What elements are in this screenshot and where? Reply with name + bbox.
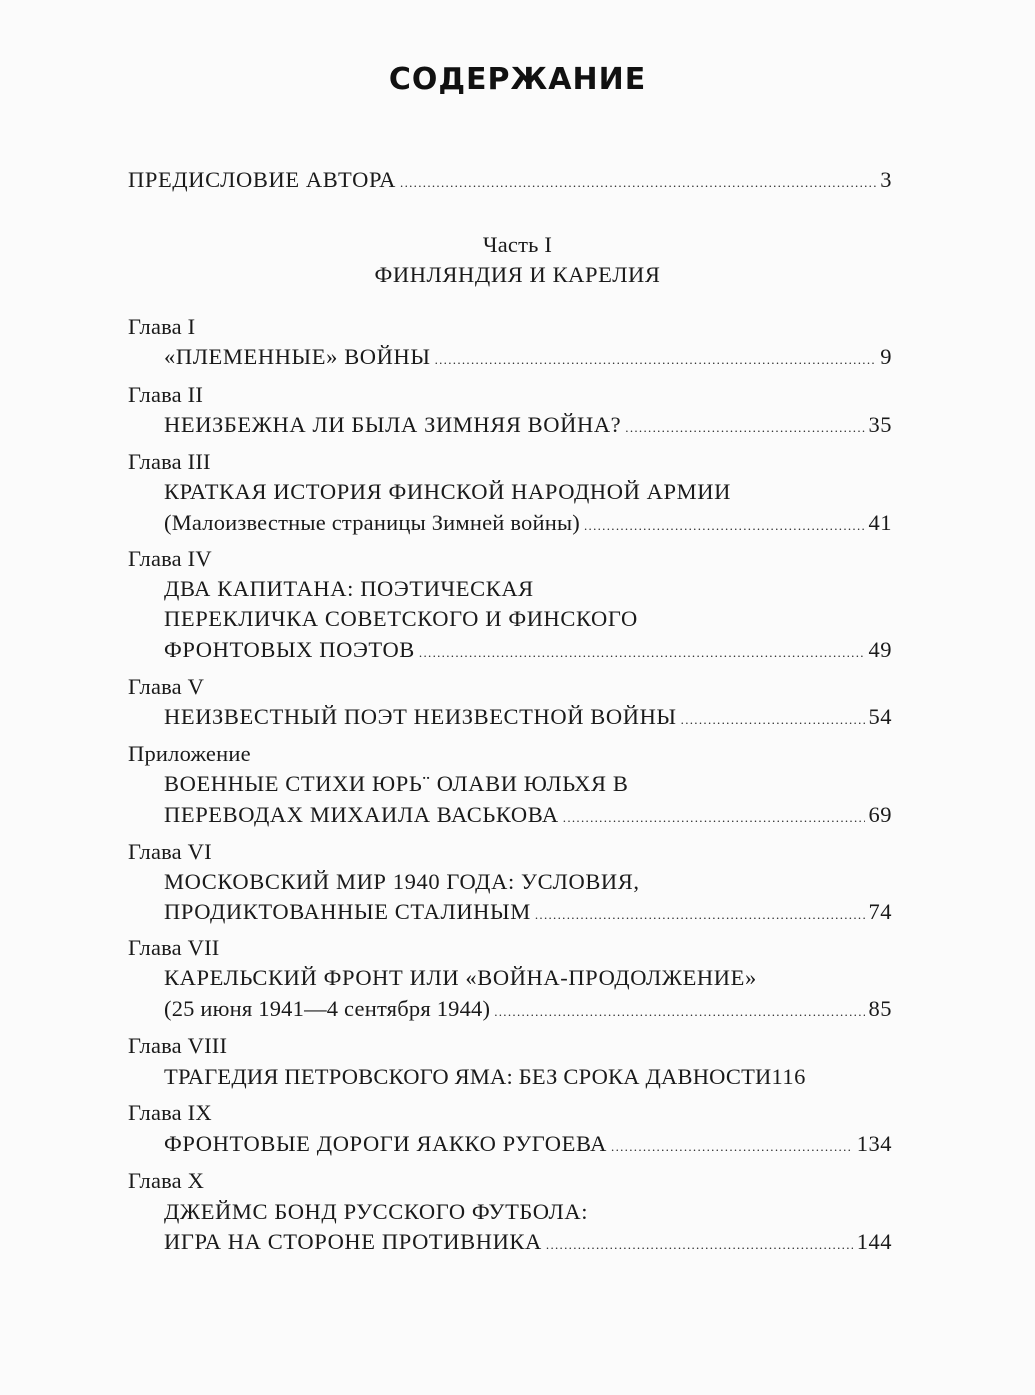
chapter-label: Глава II <box>128 382 204 407</box>
dot-leader <box>435 345 877 375</box>
toc-entry <box>164 897 892 930</box>
page-number: 85 <box>868 996 892 1021</box>
entry-title: ФРОНТОВЫЕ ДОРОГИ ЯАККО РУГОЕВА <box>164 1131 608 1156</box>
toc-entry <box>164 635 892 668</box>
entry-title: ТРАГЕДИЯ ПЕТРОВСКОГО ЯМА: БЕЗ СРОКА ДАВНОСТИ <box>164 1064 772 1089</box>
entry-title: ПРЕДИСЛОВИЕ АВТОРА <box>128 167 397 192</box>
chapter-label: Глава X <box>128 1168 205 1193</box>
toc-entry <box>164 410 892 443</box>
toc-entry <box>164 508 892 541</box>
page-number: 9 <box>880 344 892 369</box>
page-number: 144 <box>856 1229 892 1254</box>
page-number: 134 <box>856 1131 892 1156</box>
page-number: 3 <box>880 167 892 192</box>
entry-title: НЕИЗБЕЖНА ЛИ БЫЛА ЗИМНЯЯ ВОЙНА? <box>164 412 622 437</box>
toc-entry <box>164 800 892 833</box>
part-label: Часть I <box>482 232 553 257</box>
chapter-label: Глава V <box>128 674 205 699</box>
dot-leader <box>535 900 865 930</box>
entry-title-line: ПЕРЕКЛИЧКА СОВЕТСКОГО И ФИНСКОГО <box>164 606 638 631</box>
chapter-label: Глава IX <box>128 1100 212 1125</box>
page-number: 116 <box>771 1064 806 1089</box>
part-title: ФИНЛЯНДИЯ И КАРЕЛИЯ <box>374 262 661 287</box>
chapter-label: Глава III <box>128 449 211 474</box>
dot-leader <box>419 638 865 668</box>
page-number: 69 <box>868 802 892 827</box>
entry-title: ИГРА НА СТОРОНЕ ПРОТИВНИКА <box>164 1229 542 1254</box>
chapter-label: Глава VIII <box>128 1033 228 1058</box>
entry-title-line: МОСКОВСКИЙ МИР 1940 ГОДА: УСЛОВИЯ, <box>164 869 640 894</box>
page-number: 74 <box>868 899 892 924</box>
toc-entry-preface <box>128 165 892 198</box>
entry-title-line: ДВА КАПИТАНА: ПОЭТИЧЕСКАЯ <box>164 576 534 601</box>
dot-leader <box>584 511 865 541</box>
entry-title: ПЕРЕВОДАХ МИХАИЛА ВАСЬКОВА <box>164 802 559 827</box>
entry-title: ФРОНТОВЫХ ПОЭТОВ <box>164 637 415 662</box>
toc-entry <box>164 994 892 1027</box>
entry-title-line: КАРЕЛЬСКИЙ ФРОНТ ИЛИ «ВОЙНА-ПРОДОЛЖЕНИЕ» <box>164 965 757 990</box>
toc-entry <box>164 702 892 735</box>
chapter-label: Глава VI <box>128 839 212 864</box>
chapter-label: Глава I <box>128 314 196 339</box>
toc-entry <box>164 342 892 375</box>
entry-title-line: ДЖЕЙМС БОНД РУССКОГО ФУТБОЛА: <box>164 1199 589 1224</box>
entry-title-line: ВОЕННЫЕ СТИХИ ЮРЬ¨ ОЛАВИ ЮЛЬХЯ В <box>164 771 629 796</box>
entry-subtitle: (25 июня 1941—4 сентября 1944) <box>164 996 491 1021</box>
entry-title: ПРОДИКТОВАННЫЕ СТАЛИНЫМ <box>164 899 531 924</box>
dot-leader <box>625 413 864 443</box>
chapter-label: Глава IV <box>128 546 212 571</box>
page-number: 49 <box>868 637 892 662</box>
dot-leader <box>400 168 876 198</box>
appendix-label: Приложение <box>128 741 251 766</box>
dot-leader <box>494 997 864 1027</box>
page-title: СОДЕРЖАНИЕ <box>388 62 647 97</box>
chapter-label: Глава VII <box>128 935 220 960</box>
dot-leader <box>563 803 865 833</box>
entry-title: «ПЛЕМЕННЫЕ» ВОЙНЫ <box>164 344 431 369</box>
entry-title-line: КРАТКАЯ ИСТОРИЯ ФИНСКОЙ НАРОДНОЙ АРМИИ <box>164 479 731 504</box>
entry-subtitle: (Малоизвестные страницы Зимней войны) <box>164 510 580 535</box>
dot-leader <box>611 1132 853 1162</box>
dot-leader <box>546 1230 853 1260</box>
toc-entry <box>164 1062 892 1092</box>
dot-leader <box>681 705 865 735</box>
page-number: 41 <box>868 510 892 535</box>
toc-entry <box>164 1129 892 1162</box>
page-number: 35 <box>868 412 892 437</box>
page-number: 54 <box>868 704 892 729</box>
entry-title: НЕИЗВЕСТНЫЙ ПОЭТ НЕИЗВЕСТНОЙ ВОЙНЫ <box>164 704 677 729</box>
toc-entry <box>164 1227 892 1260</box>
